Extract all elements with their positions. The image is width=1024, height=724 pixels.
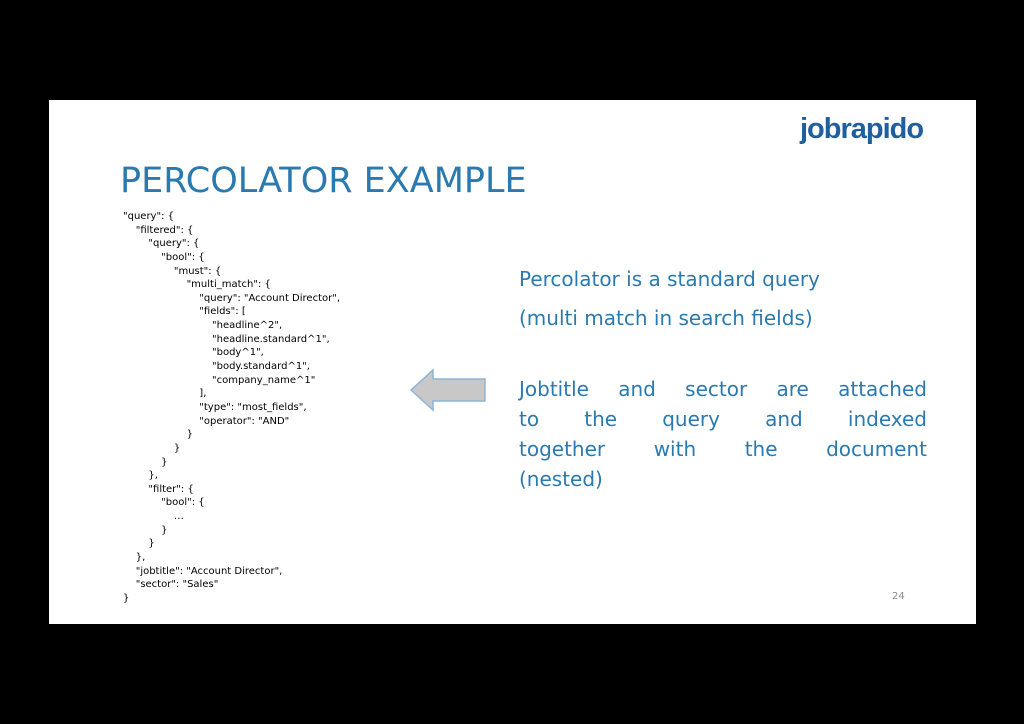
code-line: "body^1",: [123, 347, 264, 359]
code-line: },: [123, 470, 158, 482]
code-line: "fields": [: [123, 306, 246, 318]
code-line: "filtered": {: [123, 224, 194, 236]
code-line: }: [123, 592, 130, 604]
code-line: }: [123, 442, 181, 454]
code-line: "headline^2",: [123, 320, 283, 332]
code-block: [123, 210, 340, 606]
page-number: 24: [892, 591, 905, 602]
note-line: to the query and indexed: [519, 407, 927, 431]
note-line: (multi match in search fields): [519, 306, 813, 330]
code-line: "company_name^1": [123, 374, 316, 386]
code-line: "query": {: [123, 238, 200, 250]
code-line: "filter": {: [123, 483, 194, 495]
code-line: "bool": {: [123, 251, 205, 263]
note-line: Jobtitle and sector are attached: [519, 377, 927, 401]
code-line: "type": "most_fields",: [123, 401, 307, 413]
code-line: "multi_match": {: [123, 279, 271, 291]
code-line: "bool": {: [123, 497, 205, 509]
code-line: }: [123, 429, 193, 441]
note-line: (nested): [519, 467, 603, 491]
code-line: }: [123, 456, 168, 468]
slide-title: PERCOLATOR EXAMPLE: [120, 161, 527, 201]
code-line: },: [123, 552, 146, 564]
code-line: }: [123, 538, 155, 550]
note-line: Percolator is a standard query: [519, 267, 820, 291]
note-line: together with the document: [519, 437, 927, 461]
code-line: "operator": "AND": [123, 415, 290, 427]
code-line: "body.standard^1",: [123, 361, 310, 373]
code-line: "headline.standard^1",: [123, 333, 330, 345]
jobtitle-sector-description: [519, 374, 927, 494]
percolator-description: [519, 260, 939, 338]
code-line: "sector": "Sales": [123, 579, 219, 591]
slide: [49, 100, 976, 624]
code-line: "query": "Account Director",: [123, 292, 341, 304]
code-line: "query": {: [123, 211, 174, 222]
code-line: }: [123, 524, 168, 536]
left-arrow-icon: [409, 368, 489, 412]
code-line: "jobtitle": "Account Director",: [123, 565, 283, 577]
code-line: ],: [123, 388, 207, 400]
code-line: "must": {: [123, 265, 222, 277]
jobrapido-logo: jobrapido: [800, 113, 924, 145]
code-line: …: [123, 511, 184, 523]
